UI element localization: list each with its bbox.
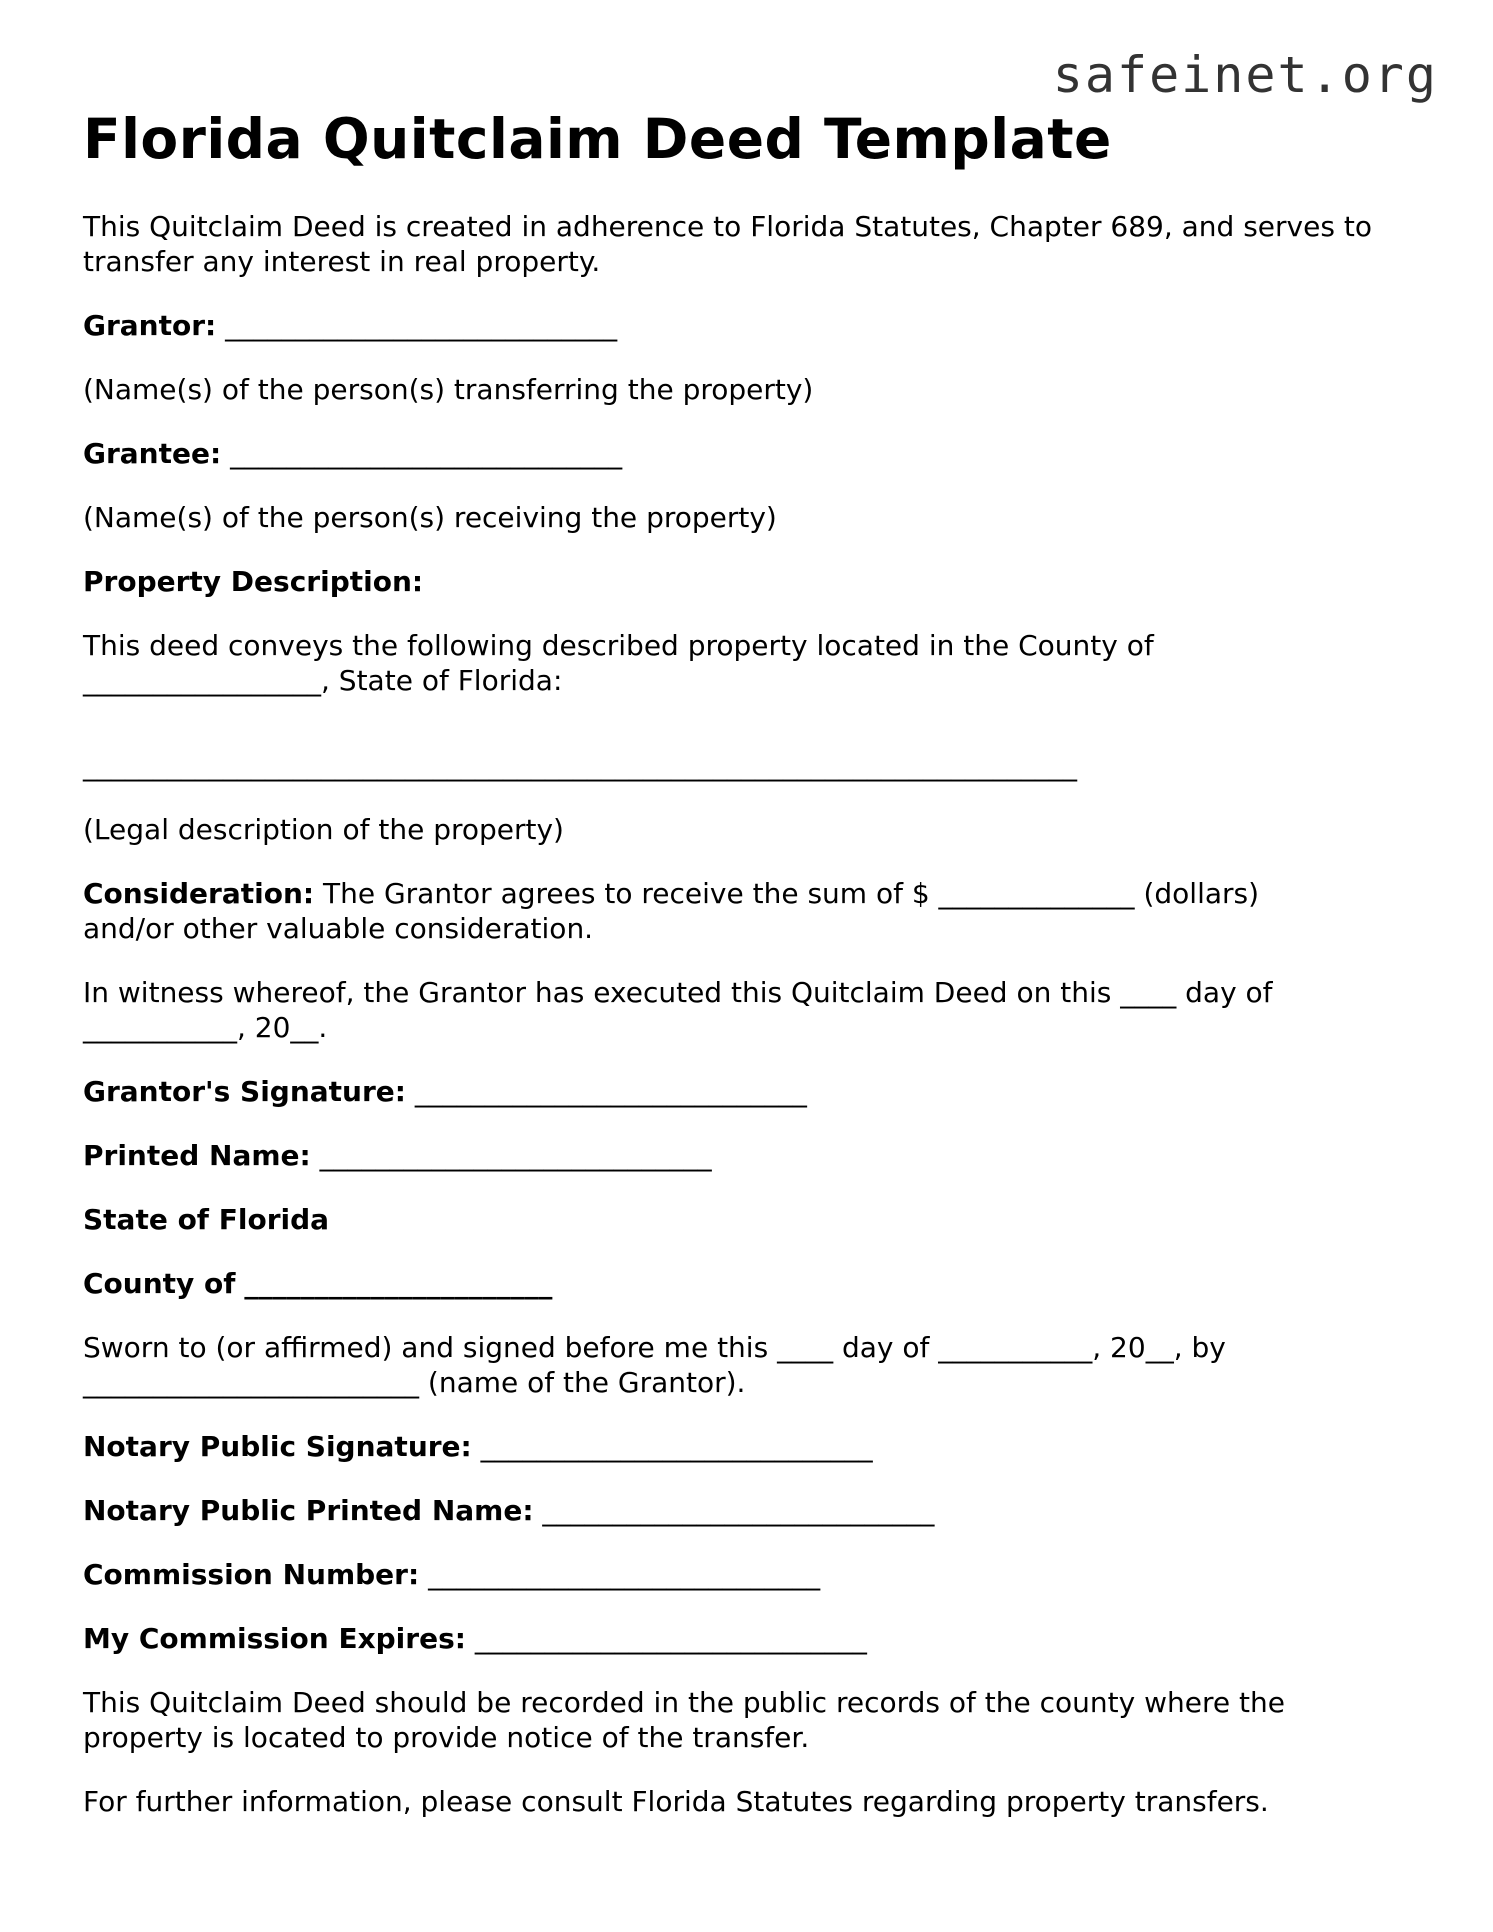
sworn-paragraph bbox=[83, 1330, 1413, 1400]
property-text-line2: _________________, State of Florida: bbox=[83, 664, 563, 698]
state-heading: State of Florida bbox=[83, 1203, 330, 1237]
recording-paragraph: This Quitclaim Deed should be recorded in the public records of the county where the property is located to provide notice of the transfer. bbox=[83, 1686, 1285, 1755]
witness-line1: In witness whereof, the Grantor has executed this Quitclaim Deed on this ____ day of bbox=[83, 976, 1273, 1010]
legal-description-blank[interactable]: _______________________________________________________________________ bbox=[83, 749, 1077, 783]
notary-printed-name-blank[interactable]: ____________________________ bbox=[542, 1494, 935, 1528]
document-title: Florida Quitclaim Deed Template bbox=[83, 107, 1112, 171]
grantor-note: (Name(s) of the person(s) transferring the property) bbox=[83, 373, 814, 407]
grantor-label: Grantor: bbox=[83, 309, 217, 343]
consideration-text-line1: The Grantor agrees to receive the sum of $ ______________ (dollars) bbox=[314, 877, 1260, 911]
printed-name-blank[interactable]: ____________________________ bbox=[319, 1139, 712, 1173]
commission-expires-blank[interactable]: ____________________________ bbox=[474, 1622, 867, 1656]
notary-signature-label: Notary Public Signature: bbox=[83, 1430, 472, 1464]
legal-description-note: (Legal description of the property) bbox=[83, 813, 564, 847]
notary-printed-name-line bbox=[83, 1493, 1413, 1528]
commission-number-blank[interactable]: ____________________________ bbox=[428, 1558, 821, 1592]
grantor-signature-label: Grantor's Signature: bbox=[83, 1075, 406, 1109]
grantee-note: (Name(s) of the person(s) receiving the property) bbox=[83, 501, 777, 535]
notary-signature-line bbox=[83, 1429, 1413, 1464]
grantee-label: Grantee: bbox=[83, 437, 222, 471]
grantor-line bbox=[83, 308, 1413, 343]
commission-number-label: Commission Number: bbox=[83, 1558, 420, 1592]
county-label: County of bbox=[83, 1267, 236, 1301]
commission-number-line bbox=[83, 1557, 1413, 1592]
grantee-blank[interactable]: ____________________________ bbox=[230, 437, 623, 471]
commission-expires-label: My Commission Expires: bbox=[83, 1622, 466, 1656]
witness-line2: ___________, 20__. bbox=[83, 1011, 328, 1045]
grantee-line bbox=[83, 436, 1413, 471]
consideration-paragraph bbox=[83, 876, 1413, 946]
property-heading: Property Description: bbox=[83, 565, 424, 599]
notary-signature-blank[interactable]: ____________________________ bbox=[480, 1430, 873, 1464]
grantor-signature-line bbox=[83, 1074, 1413, 1109]
grantor-blank[interactable]: ____________________________ bbox=[225, 309, 618, 343]
county-blank[interactable]: ______________________ bbox=[244, 1267, 553, 1301]
notary-printed-name-label: Notary Public Printed Name: bbox=[83, 1494, 534, 1528]
property-text-line1: This deed conveys the following described property located in the County of bbox=[83, 629, 1154, 663]
consideration-label: Consideration: bbox=[83, 877, 315, 911]
grantor-signature-blank[interactable]: ____________________________ bbox=[414, 1075, 807, 1109]
further-information-paragraph: For further information, please consult Florida Statutes regarding property transfers. bbox=[83, 1785, 1269, 1819]
sworn-line1: Sworn to (or affirmed) and signed before me this ____ day of ___________, 20__, by bbox=[83, 1331, 1226, 1365]
county-line bbox=[83, 1266, 1413, 1301]
sworn-line2: ________________________ (name of the Grantor). bbox=[83, 1366, 746, 1400]
commission-expires-line bbox=[83, 1621, 1413, 1656]
printed-name-label: Printed Name: bbox=[83, 1139, 311, 1173]
printed-name-line bbox=[83, 1138, 1413, 1173]
intro-paragraph: This Quitclaim Deed is created in adherence to Florida Statutes, Chapter 689, and serves to transfer any interest in real property. bbox=[83, 210, 1372, 279]
property-text bbox=[83, 628, 1413, 698]
deed-document bbox=[83, 108, 1413, 1819]
witness-paragraph bbox=[83, 975, 1413, 1045]
site-watermark: safeinet.org bbox=[1052, 46, 1438, 104]
consideration-text-line2: and/or other valuable consideration. bbox=[83, 912, 594, 946]
